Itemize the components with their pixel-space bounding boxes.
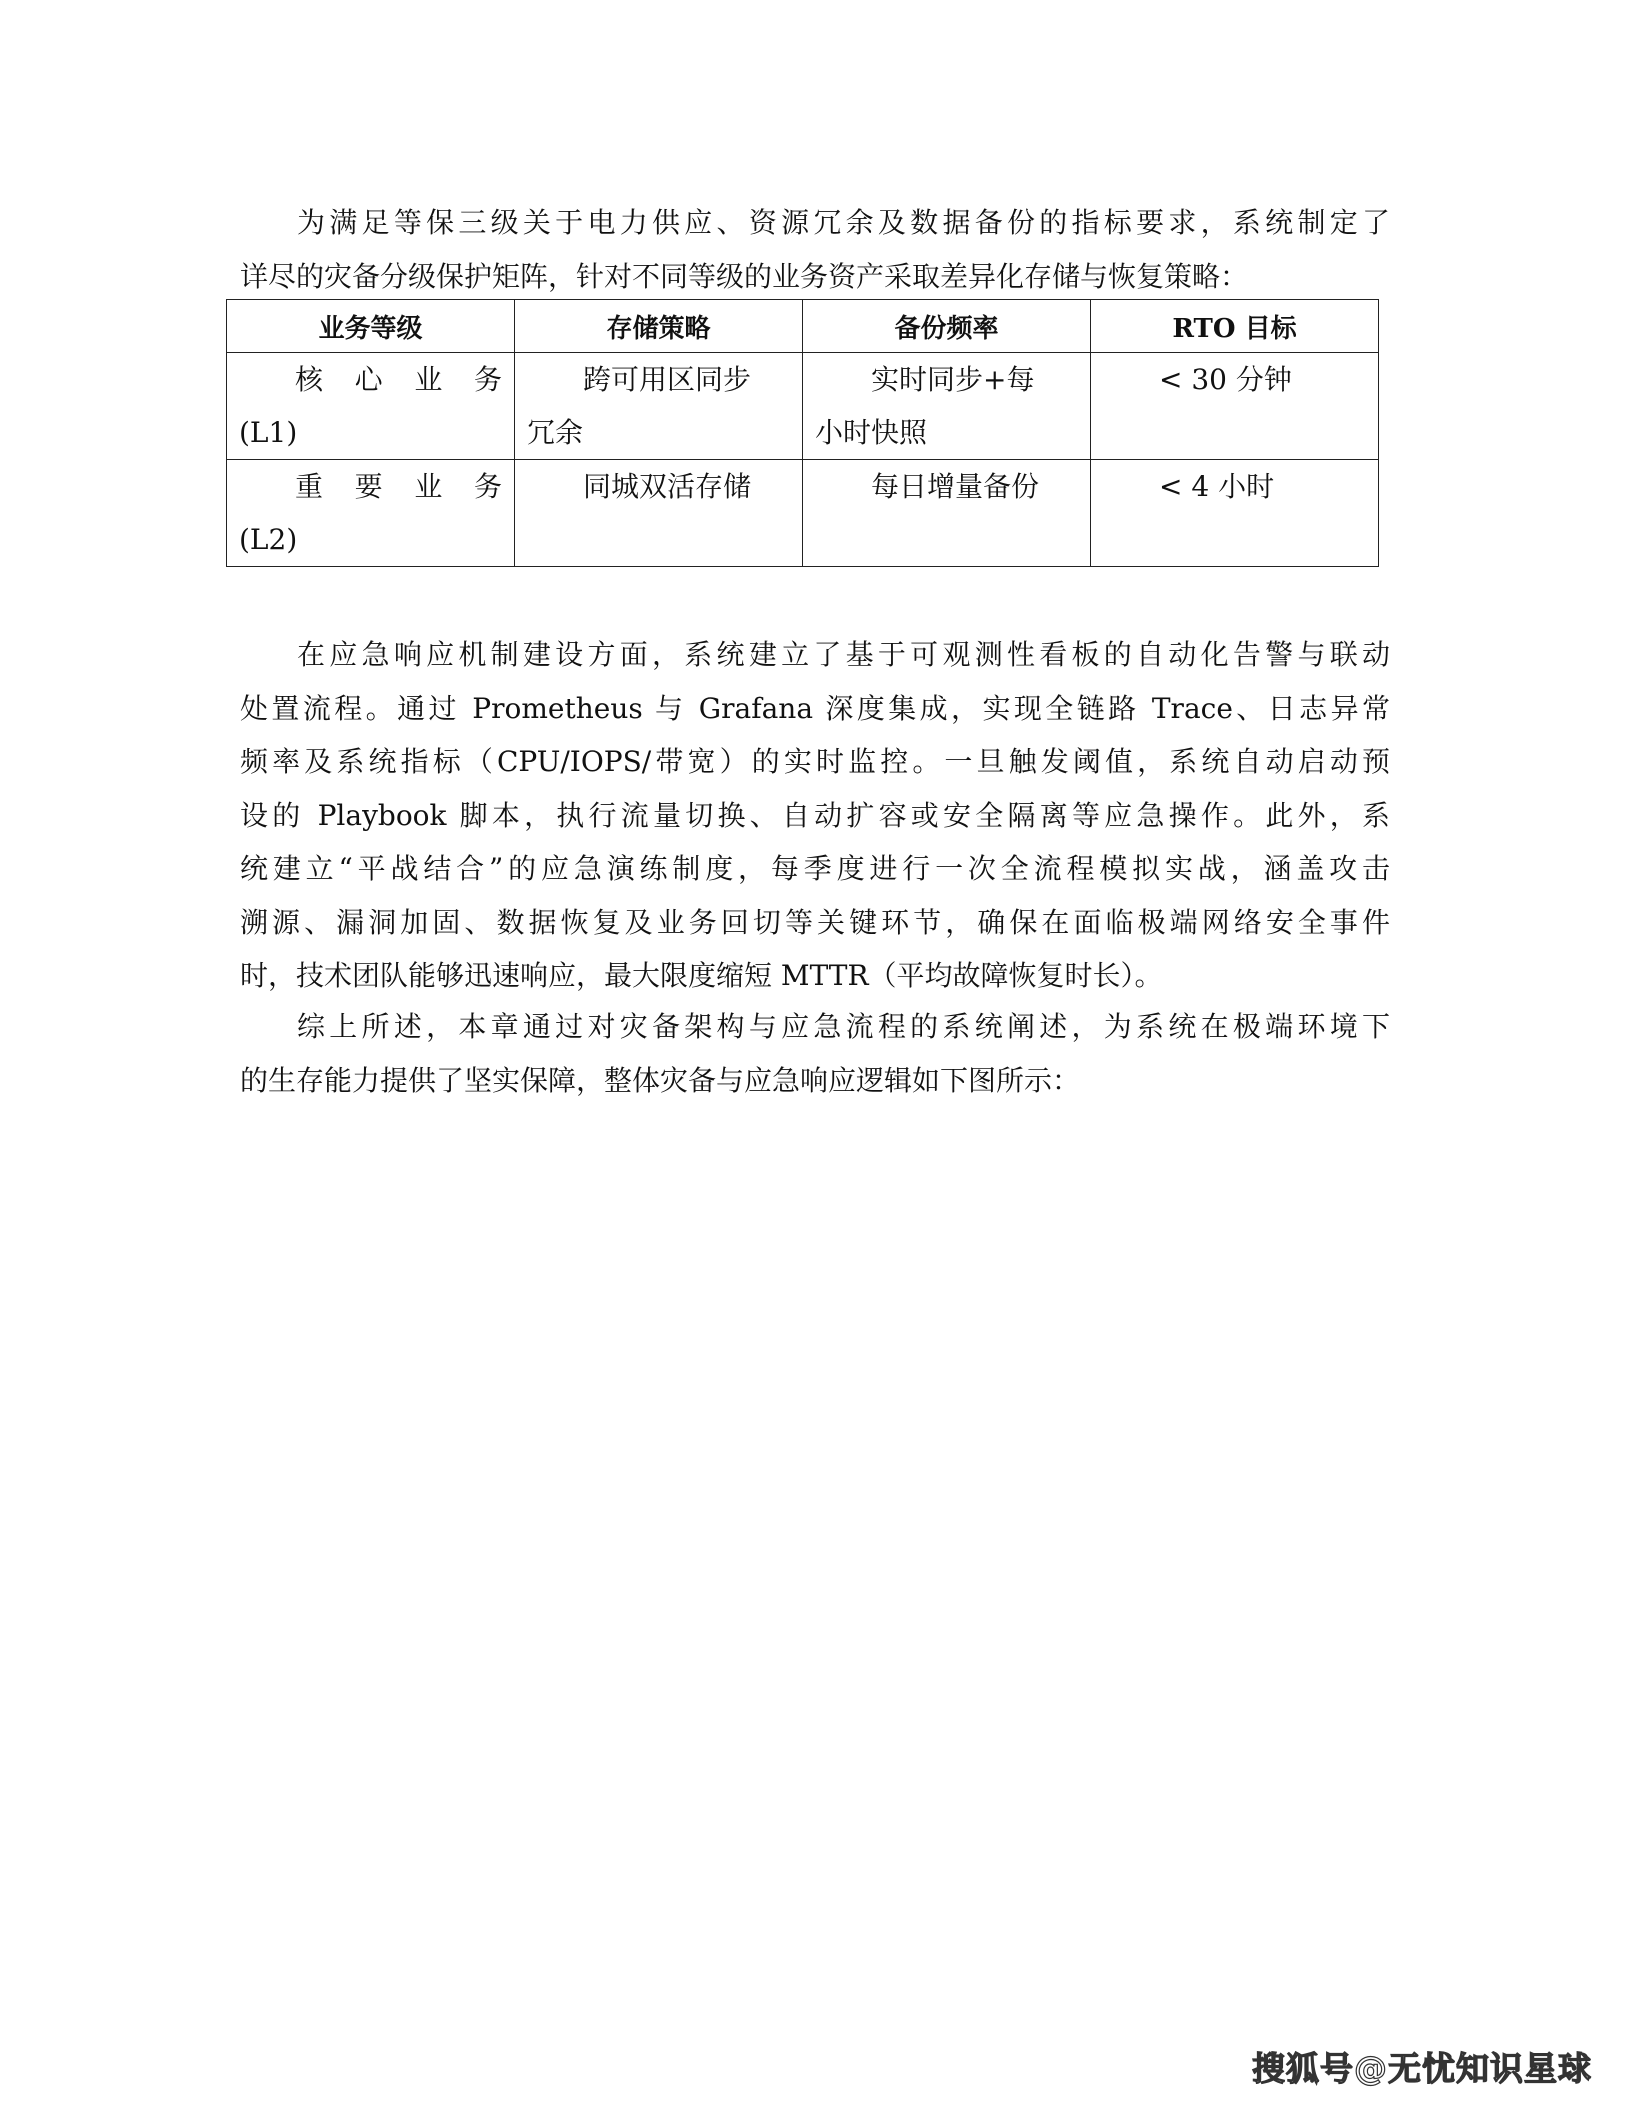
cell-line: < 4 小时: [1159, 470, 1275, 503]
paragraph-line: 综上所述，本章通过对灾备架构与应急流程的系统阐述，为系统在极端环境下: [297, 1010, 1390, 1043]
paragraph-line: 统建立“平战结合”的应急演练制度，每季度进行一次全流程模拟实战，涵盖攻击: [240, 852, 1390, 885]
cell-line: 同城双活存储: [583, 470, 752, 503]
cell-line: 每日增量备份: [871, 470, 1040, 503]
cell-storage: [515, 353, 803, 460]
cell-line: (L1): [239, 416, 298, 449]
cell-line: (L2): [239, 523, 298, 556]
cell-line: 实时同步+每: [871, 363, 1035, 396]
cell-frequency: [803, 460, 1091, 567]
watermark: 搜狐号@无忧知识星球: [1252, 2049, 1592, 2088]
cell-line: 重 要 业 务: [295, 470, 502, 503]
table-row: [227, 460, 1379, 567]
paragraph-line: 为满足等保三级关于电力供应、资源冗余及数据备份的指标要求，系统制定了: [297, 206, 1390, 239]
header-storage: 存储策略: [515, 300, 803, 353]
cell-level: [227, 460, 515, 567]
table-header-row: [227, 300, 1379, 353]
cell-level: [227, 353, 515, 460]
cell-frequency: [803, 353, 1091, 460]
cell-rto: [1091, 460, 1379, 567]
response-paragraph: [240, 628, 1390, 1003]
table-row: [227, 353, 1379, 460]
summary-paragraph: [240, 1000, 1390, 1107]
cell-storage: [515, 460, 803, 567]
intro-paragraph: [240, 196, 1390, 303]
cell-rto: [1091, 353, 1379, 460]
cell-line: 冗余: [527, 416, 584, 449]
paragraph-line: 溯源、漏洞加固、数据恢复及业务回切等关键环节，确保在面临极端网络安全事件: [240, 905, 1390, 939]
cell-line: < 30 分钟: [1159, 363, 1292, 396]
cell-line: 核 心 业 务: [295, 363, 502, 396]
paragraph-line: 的生存能力提供了坚实保障，整体灾备与应急响应逻辑如下图所示：: [240, 1063, 1081, 1097]
paragraph-line: 频率及系统指标（CPU/IOPS/带宽）的实时监控。一旦触发阈值，系统自动启动预: [240, 745, 1390, 778]
paragraph-line: 处置流程。通过 Prometheus 与 Grafana 深度集成，实现全链路 Trace、日志异常: [240, 691, 1390, 725]
paragraph-line: 详尽的灾备分级保护矩阵，针对不同等级的业务资产采取差异化存储与恢复策略：: [240, 259, 1249, 293]
cell-line: 小时快照: [815, 416, 928, 449]
disaster-recovery-matrix-table: [226, 299, 1379, 567]
paragraph-line: 在应急响应机制建设方面，系统建立了基于可观测性看板的自动化告警与联动: [297, 638, 1390, 671]
header-frequency: 备份频率: [803, 300, 1091, 353]
paragraph-line: 时，技术团队能够迅速响应，最大限度缩短 MTTR（平均故障恢复时长）。: [240, 959, 1163, 992]
header-level: 业务等级: [227, 300, 515, 353]
header-rto: RTO 目标: [1091, 300, 1379, 353]
paragraph-line: 设的 Playbook 脚本，执行流量切换、自动扩容或安全隔离等应急操作。此外，系: [240, 798, 1390, 832]
cell-line: 跨可用区同步: [583, 363, 752, 396]
